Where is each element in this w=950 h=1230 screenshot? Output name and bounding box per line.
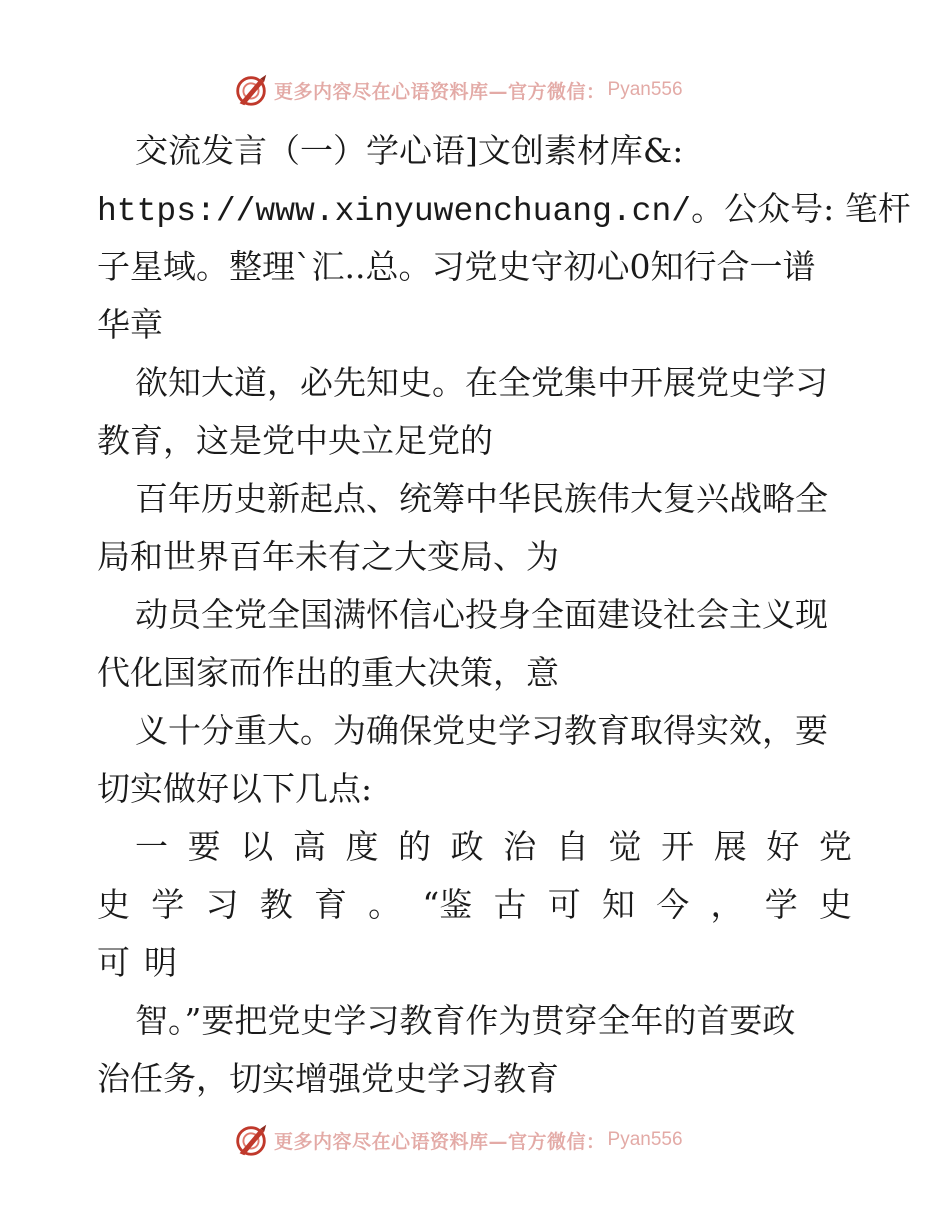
char: 治 xyxy=(503,827,537,866)
char: 可 xyxy=(97,943,130,982)
watermark-text: 更多内容尽在心语资料库—官方微信： xyxy=(274,1130,606,1153)
char: 知 xyxy=(601,885,635,924)
char: 明 xyxy=(144,943,177,982)
char: 党 xyxy=(818,827,852,866)
line-15 xyxy=(97,934,852,992)
char: ， xyxy=(710,885,744,924)
line-3: 子星域。整理`汇..总。习党史守初心0知行合一谱 xyxy=(97,247,816,286)
line-17: 治任务，切实增强党史学习教育 xyxy=(97,1059,559,1098)
char: 高 xyxy=(292,827,326,866)
char: 一 xyxy=(135,827,168,866)
line-16: 智。”要把党史学习教育作为贯穿全年的首要政 xyxy=(135,1001,796,1040)
line-1: 交流发言（一）学心语]文创素材库&: xyxy=(135,131,684,170)
char: 要 xyxy=(187,827,221,866)
line-14 xyxy=(97,876,852,934)
char: 教 xyxy=(259,885,293,924)
char: “鉴 xyxy=(422,885,473,924)
char: 政 xyxy=(450,827,484,866)
char: 可 xyxy=(547,885,581,924)
char: 学 xyxy=(764,885,798,924)
char: 古 xyxy=(493,885,527,924)
char: 自 xyxy=(555,827,589,866)
char: 今 xyxy=(656,885,690,924)
char: 。 xyxy=(368,885,402,924)
line-2-rest: 。公众号: 笔杆 xyxy=(691,189,911,228)
watermark-text: 更多内容尽在心语资料库—官方微信： xyxy=(274,80,606,103)
line-4: 华章 xyxy=(97,305,163,344)
char: 育 xyxy=(313,885,347,924)
char: 开 xyxy=(661,827,695,866)
line-7: 百年历史新起点、统筹中华民族伟大复兴战略全 xyxy=(135,479,828,518)
line-9: 动员全党全国满怀信心投身全面建设社会主义现 xyxy=(135,595,828,634)
char: 好 xyxy=(766,827,800,866)
watermark-banner-top xyxy=(232,70,683,110)
char: 的 xyxy=(398,827,432,866)
watermark-wechat-id: Pyan556 xyxy=(607,1129,683,1150)
line-2 xyxy=(97,180,911,238)
char: 觉 xyxy=(608,827,642,866)
line-12: 切实做好以下几点: xyxy=(97,769,373,808)
watermark-wechat-id: Pyan556 xyxy=(607,79,683,100)
line-10: 代化国家而作出的重大决策，意 xyxy=(97,653,559,692)
char: 习 xyxy=(205,885,239,924)
line-11: 义十分重大。为确保党史学习教育取得实效，要 xyxy=(135,711,828,750)
line-8: 局和世界百年未有之大变局、为 xyxy=(97,537,559,576)
line-5: 欲知大道，必先知史。在全党集中开展党史学习 xyxy=(135,363,828,402)
char: 展 xyxy=(713,827,747,866)
logo-icon xyxy=(232,1121,270,1159)
document-body xyxy=(97,122,911,1108)
source-url: https://www.xinyuwenchuang.cn/ xyxy=(97,193,692,230)
char: 史 xyxy=(818,885,852,924)
char: 学 xyxy=(151,885,185,924)
char: 度 xyxy=(345,827,379,866)
watermark-banner-bottom xyxy=(232,1120,683,1160)
line-6: 教育，这是党中央立足党的 xyxy=(97,421,493,460)
logo-icon xyxy=(232,71,270,109)
char: 以 xyxy=(240,827,274,866)
char: 史 xyxy=(97,885,130,924)
line-13 xyxy=(97,818,852,876)
